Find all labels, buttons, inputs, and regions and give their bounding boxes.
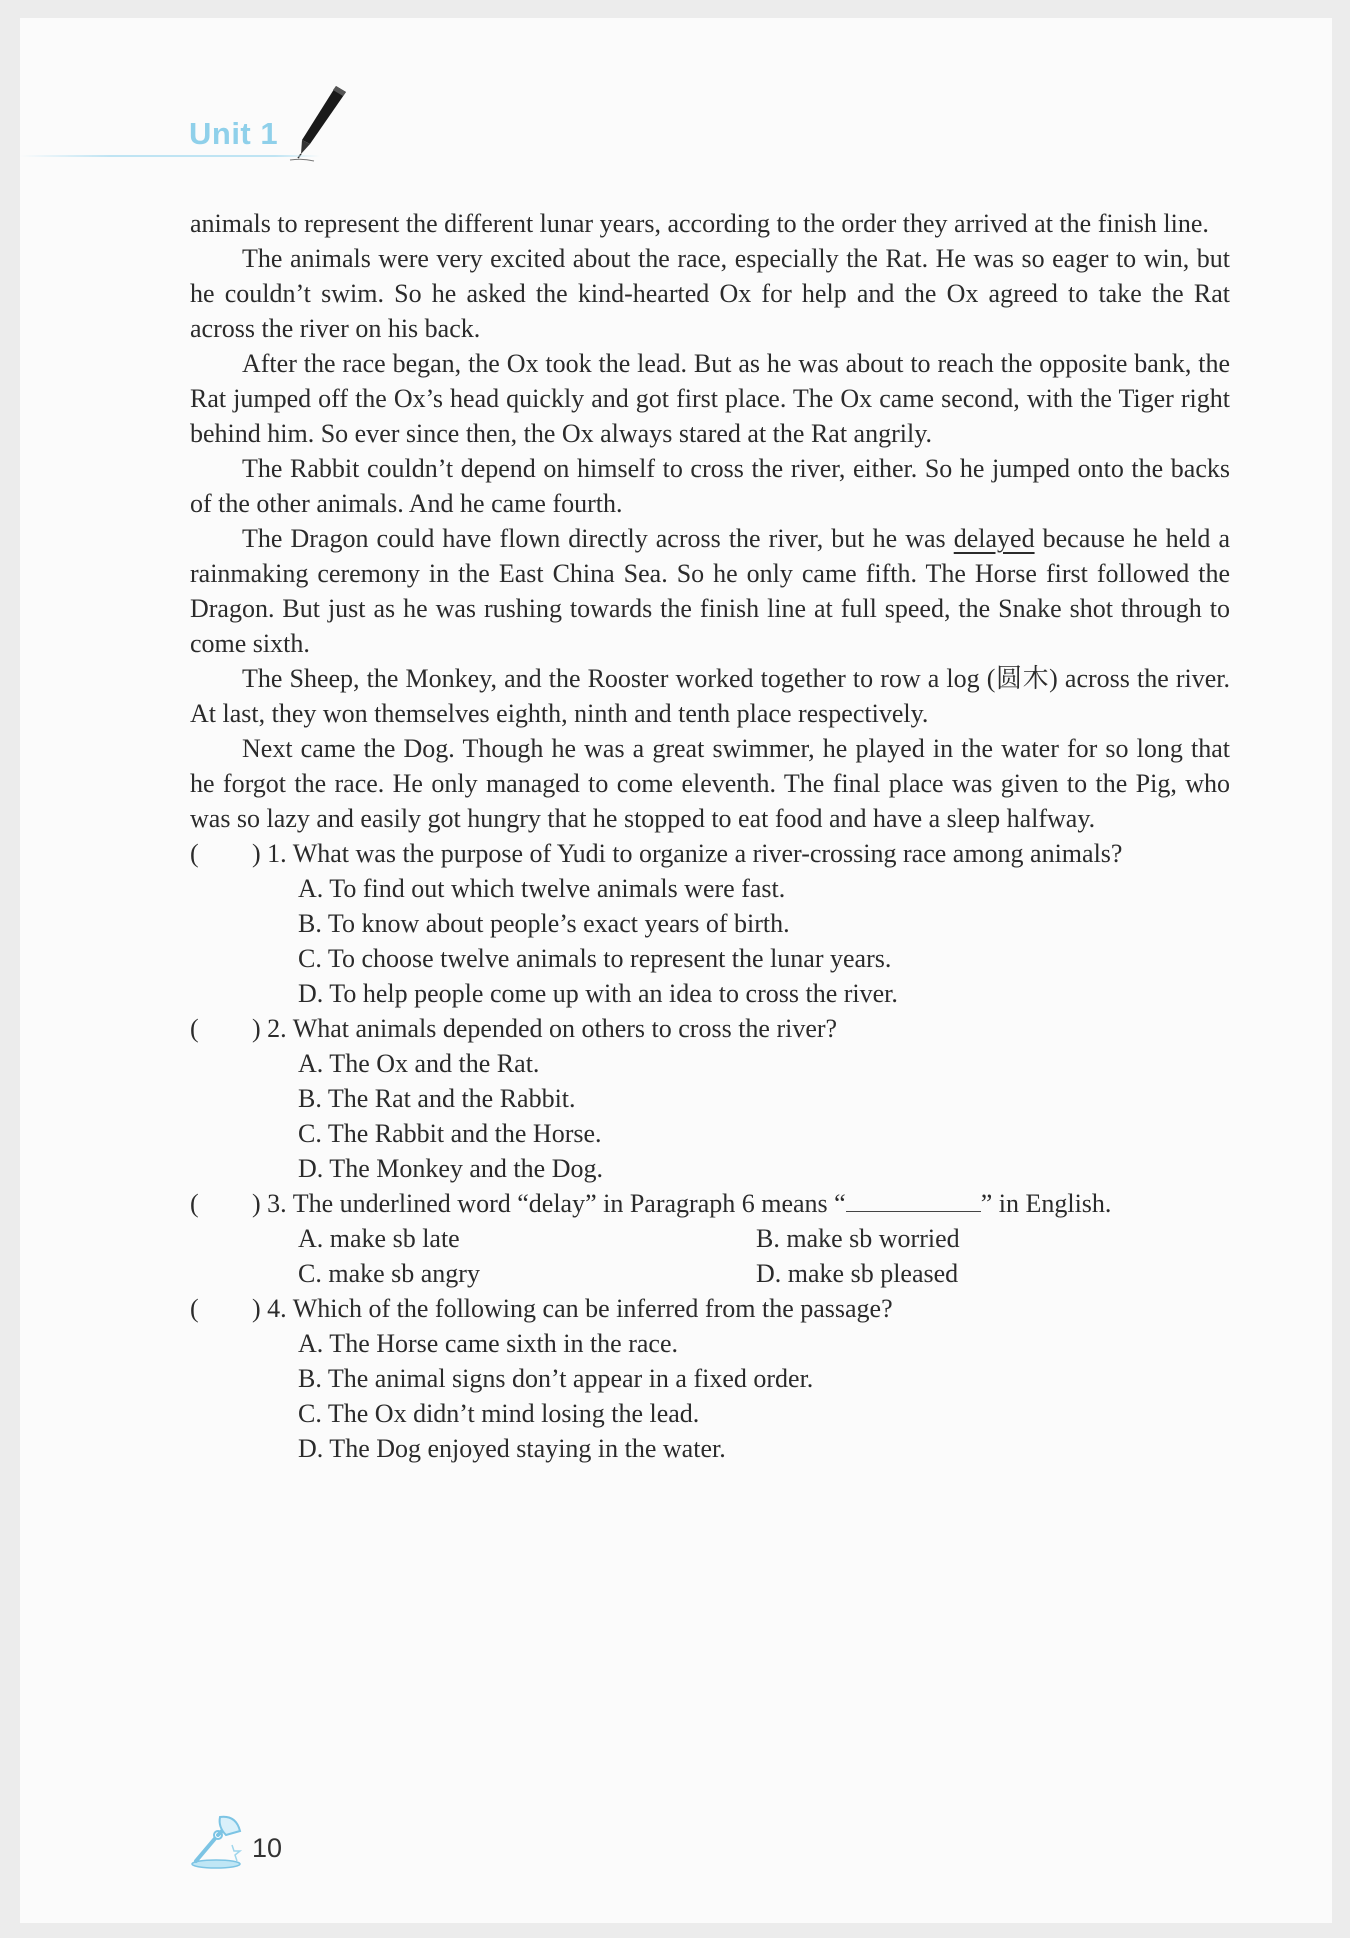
paragraph-5-after: because he held a rainmaking ceremony in the East China Sea. So he only came fifth. The Horse first followed the Dragon. But just as he was rushing towards the finish line at full speed, the Snake shot through to come sixth. — [190, 524, 1230, 658]
passage — [190, 206, 1230, 836]
header-rule — [20, 155, 320, 157]
answer-paren-open: ( — [190, 839, 199, 868]
answer-paren-close: ) — [252, 1294, 261, 1323]
answer-paren-close: ) — [252, 1189, 261, 1218]
option-b: B. The animal signs don’t appear in a fixed order. — [298, 1364, 814, 1393]
option-a: A. make sb late — [298, 1224, 460, 1253]
reading-content — [190, 206, 1230, 1466]
paragraph-3: After the race began, the Ox took the lead. But as he was about to reach the opposite bank, the Rat jumped off the Ox’s head quickly and got first place. The Ox came second, with the Tiger right behind him. So ever since then, the Ox always stared at the Rat angrily. — [190, 349, 1230, 448]
paragraph-4: The Rabbit couldn’t depend on himself to cross the river, either. So he jumped onto the backs of the other animals. And he came fourth. — [190, 454, 1230, 518]
option-c: C. The Rabbit and the Horse. — [298, 1119, 602, 1148]
question-stem: ) 2. What animals depended on others to cross the river? — [252, 1014, 838, 1043]
answer-paren-open: ( — [190, 1014, 199, 1043]
answer-paren-close: ) — [252, 839, 261, 868]
option-c: C. make sb angry — [298, 1259, 480, 1288]
question-1 — [190, 836, 1230, 1011]
fill-in-blank[interactable] — [846, 1189, 981, 1212]
option-b: B. The Rat and the Rabbit. — [298, 1084, 576, 1113]
option-a: A. The Horse came sixth in the race. — [298, 1329, 678, 1358]
answer-paren-open: ( — [190, 1294, 199, 1323]
desk-lamp-icon — [188, 1813, 244, 1874]
question-stem: ) 4. Which of the following can be inferred from the passage? — [252, 1294, 893, 1323]
option-d: D. The Dog enjoyed staying in the water. — [298, 1434, 726, 1463]
unit-title: Unit 1 — [189, 116, 279, 151]
question-2 — [190, 1011, 1230, 1186]
answer-paren-open: ( — [190, 1189, 199, 1218]
option-d: D. The Monkey and the Dog. — [298, 1154, 603, 1183]
workbook-page — [20, 18, 1332, 1923]
option-c: C. The Ox didn’t mind losing the lead. — [298, 1399, 700, 1428]
page-footer — [188, 1813, 388, 1873]
paragraph-5-before: The Dragon could have flown directly across the river, but he was — [242, 524, 954, 553]
paragraph-5 — [190, 521, 1230, 661]
answer-paren-close: ) — [252, 1014, 261, 1043]
option-a: A. To find out which twelve animals were fast. — [298, 874, 786, 903]
paragraph-1: animals to represent the different lunar years, according to the order they arrived at the finish line. — [190, 209, 1209, 238]
option-d: D. To help people come up with an idea to cross the river. — [298, 979, 898, 1008]
option-c: C. To choose twelve animals to represent the lunar years. — [298, 944, 892, 973]
option-b: B. To know about people’s exact years of birth. — [298, 909, 790, 938]
option-b: B. make sb worried — [756, 1224, 960, 1253]
paragraph-6: The Sheep, the Monkey, and the Rooster worked together to row a log (圆木) across the river. At last, they won themselves eighth, ninth and tenth place respectively. — [190, 664, 1230, 728]
question-stem: ) 1. What was the purpose of Yudi to organize a river-crossing race among animals? — [252, 839, 1123, 868]
question-stem: ) 3. The underlined word “delay” in Paragraph 6 means “ ” in English. — [252, 1189, 1112, 1218]
unit-header — [20, 78, 1332, 158]
question-3 — [190, 1186, 1230, 1291]
page-number: 10 — [252, 1833, 283, 1863]
question-4 — [190, 1291, 1230, 1466]
paragraph-7: Next came the Dog. Though he was a great swimmer, he played in the water for so long that he forgot the race. He only managed to come eleventh. The final place was given to the Pig, who was so lazy and easily got hungry that he stopped to eat food and have a sleep halfway. — [190, 734, 1230, 833]
option-a: A. The Ox and the Rat. — [298, 1049, 540, 1078]
paragraph-2: The animals were very excited about the race, especially the Rat. He was so eager to win, but he couldn’t swim. So he asked the kind-hearted Ox for help and the Ox agreed to take the Rat across the river on his back. — [190, 244, 1230, 343]
underlined-word: delayed — [953, 524, 1035, 553]
option-d: D. make sb pleased — [756, 1259, 959, 1288]
